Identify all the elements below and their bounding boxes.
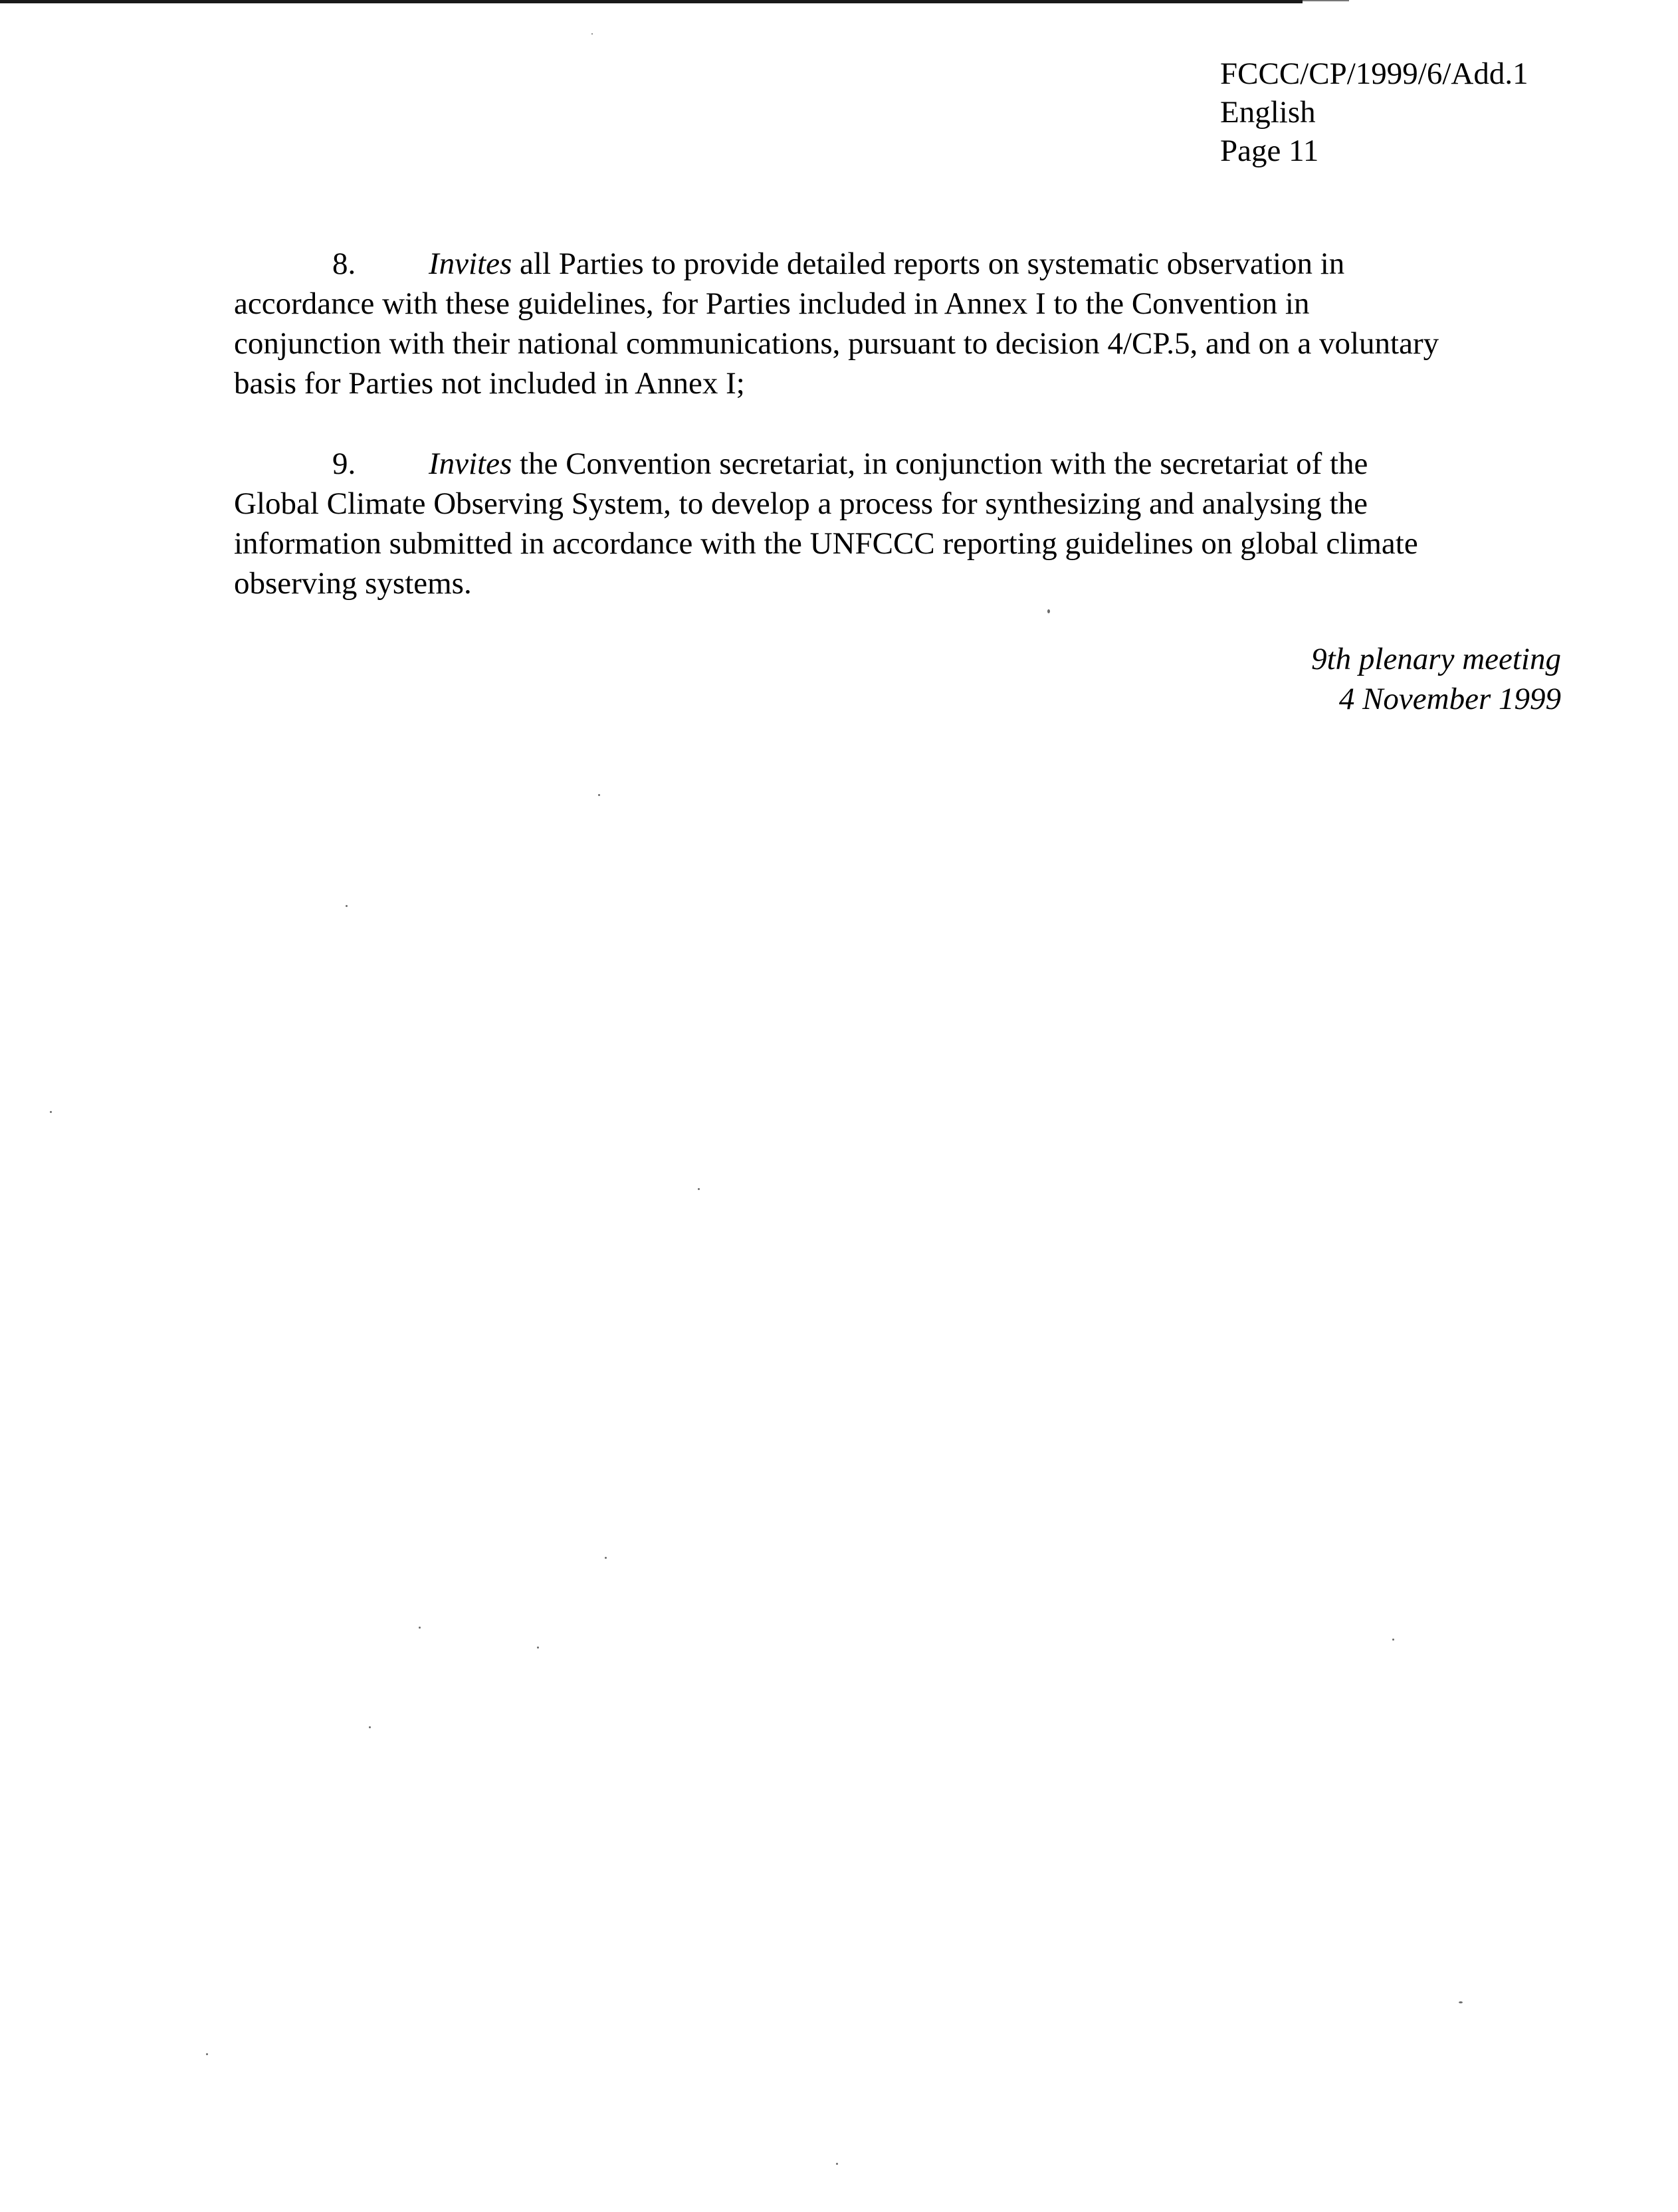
- scan-speck: [1047, 609, 1050, 613]
- operative-verb: Invites: [429, 247, 512, 281]
- scan-speck: [346, 905, 348, 907]
- scan-speck: [206, 2053, 208, 2055]
- scan-speck: [598, 794, 600, 796]
- paragraph-first-line: [234, 244, 1556, 284]
- paragraph-text: the Convention secretariat, in conjunction with the secretariat of the: [512, 447, 1368, 481]
- scan-speck: [1459, 2001, 1463, 2003]
- paragraph-number: 9.: [332, 447, 356, 481]
- paragraph-text: all Parties to provide detailed reports on systematic observation in: [512, 247, 1345, 281]
- scan-speck: [419, 1627, 421, 1629]
- paragraph-line: accordance with these guidelines, for Parties included in Annex I to the Convention in: [234, 286, 1310, 321]
- scan-speck: [836, 2163, 838, 2165]
- top-rule: [0, 0, 1303, 3]
- paragraph-line: basis for Parties not included in Annex I;: [234, 366, 745, 401]
- document-symbol: FCCC/CP/1999/6/Add.1: [1220, 56, 1528, 91]
- document-header: [1220, 54, 1552, 170]
- scan-speck: [50, 1111, 52, 1113]
- paragraph-9: [234, 444, 1556, 603]
- scan-speck: [698, 1188, 700, 1190]
- top-rule-tail: [1303, 0, 1349, 1]
- meeting-date: 4 November 1999: [1338, 682, 1561, 716]
- scan-speck: [605, 1557, 607, 1559]
- paragraph-line: observing systems.: [234, 566, 472, 601]
- paragraph-line: information submitted in accordance with the UNFCCC reporting guidelines on global climate: [234, 526, 1418, 561]
- paragraph-8: [234, 244, 1556, 403]
- scan-speck: [537, 1647, 539, 1649]
- document-language: English: [1220, 95, 1316, 130]
- scan-speck: [369, 1726, 371, 1728]
- paragraph-line: conjunction with their national communications, pursuant to decision 4/CP.5, and on a voluntary: [234, 326, 1439, 361]
- paragraph-number: 8.: [332, 247, 356, 281]
- scan-speck: [591, 33, 593, 35]
- meeting-signature: [1311, 639, 1561, 719]
- page-number: Page 11: [1220, 134, 1319, 168]
- paragraph-first-line: [234, 444, 1556, 484]
- meeting-name: 9th plenary meeting: [1311, 642, 1561, 676]
- operative-verb: Invites: [429, 447, 512, 481]
- scan-speck: [1392, 1639, 1394, 1641]
- paragraph-line: Global Climate Observing System, to develop a process for synthesizing and analysing the: [234, 486, 1368, 521]
